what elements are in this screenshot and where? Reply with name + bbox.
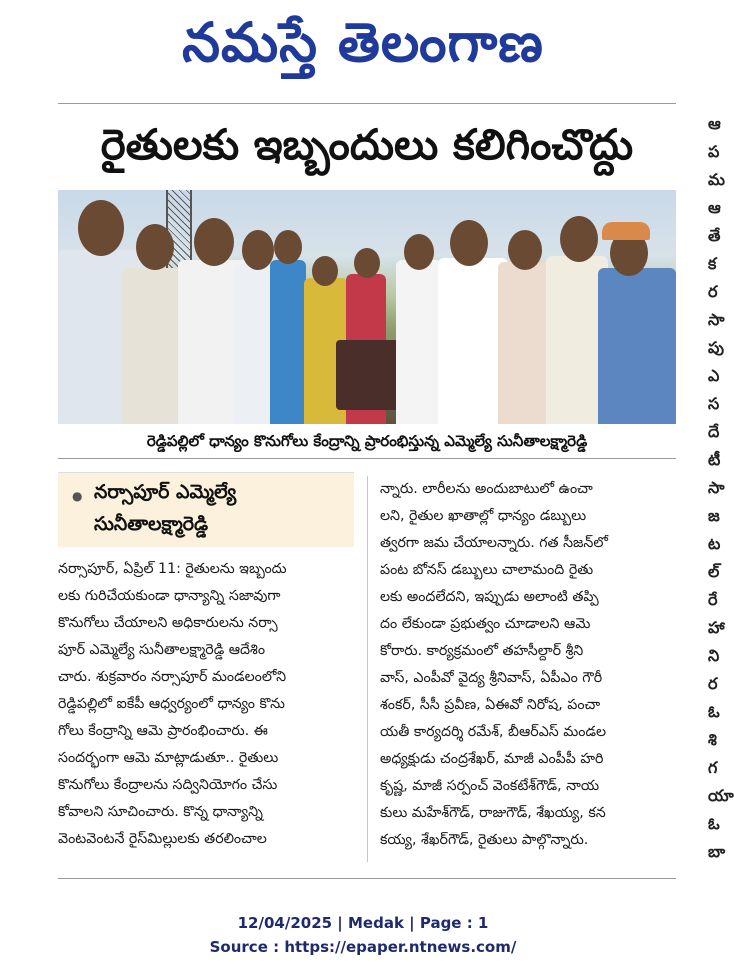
article-line: కృష్ణ, మాజీ సర్పంచ్ వెంకటేశ్‌గౌడ్, నాయ [380, 778, 600, 794]
article-line: రెడ్డిపల్లిలో ఐకేపీ ఆధ్వర్యంలో ధాన్యం కొను [58, 696, 285, 712]
headline: రైతులకు ఇబ్బందులు కలిగించొద్దు [100, 120, 634, 169]
edge-char: హా [708, 618, 725, 637]
photo-person-head [560, 216, 598, 262]
edge-char: ట [708, 534, 721, 553]
article-column-right [380, 476, 676, 854]
edge-char: శి [708, 730, 717, 749]
photo-person [396, 260, 442, 424]
bullet-icon: ● [72, 489, 83, 503]
edge-char: రే [708, 590, 718, 609]
article-line: గోలు కేంద్రాన్ని ఆమె ప్రారంభించారు. ఈ [58, 723, 268, 739]
edge-char: జ [708, 506, 720, 525]
article-line: చారు. శుక్రవారం నర్సాపూర్ మండలంలోని [58, 669, 287, 685]
edge-char: ఓ [708, 814, 720, 833]
photo-person [598, 268, 676, 424]
article-line: వాస్, ఎంపీవో వైద్య శ్రీనివాస్, ఏపీఎం గౌరీ [380, 670, 603, 686]
subheading-box [58, 472, 354, 547]
edge-char: సా [708, 478, 725, 497]
edge-char: ర [708, 674, 718, 693]
article-line: నర్సాపూర్, ఏప్రిల్ 11: రైతులను ఇబ్బందు [58, 561, 287, 577]
masthead-title: నమస్తే తెలంగాణ [182, 11, 544, 74]
article-line: శంకర్, సీసీ ప్రవీణ, ఏఈవో నిరోష, పంచా [380, 697, 601, 713]
edge-char: ని [708, 646, 720, 665]
photo-person-head [274, 230, 302, 264]
article-line: పూర్ ఎమ్మెల్యే సునీతాలక్ష్మారెడ్డి ఆదేశిం [58, 642, 266, 658]
photo-person-head [312, 256, 338, 286]
edge-char: పు [708, 338, 724, 357]
edge-char: ఓ [708, 702, 720, 721]
edge-char: టీ [708, 450, 721, 469]
photo-person [270, 260, 306, 424]
article-line: కయ్య, శేఖర్‌గౌడ్, రైతులు పాల్గొన్నారు. [380, 832, 589, 848]
article-line: కులు మహేశ్‌గౌడ్, రాజుగౌడ్, శేఖయ్య, కన [380, 805, 606, 821]
photo-person-head [354, 248, 380, 278]
article-line: లకు గురిచేయకుండా ధాన్యాన్ని సజావుగా [58, 588, 281, 604]
edge-char: స [708, 394, 720, 413]
article-line: కొనుగోలు చేయాలని అధికారులను నర్సా [58, 615, 278, 631]
edge-char: ర [708, 282, 718, 301]
footer-date-edition: 12/04/2025 | Medak | Page : 1 [237, 914, 489, 932]
article-line: సందర్భంగా ఆమె మాట్లాడుతూ.. రైతులు [58, 750, 279, 766]
photo-person-head [136, 224, 174, 270]
top-divider [58, 103, 676, 104]
photo-person-head [194, 218, 234, 266]
article-line: యతీ కార్యదర్శి రమేశ్, బీఆర్ఎస్ మండల [380, 724, 607, 740]
photo-person-head [78, 200, 124, 256]
edge-char: ఆ [708, 114, 721, 133]
edge-char: దే [708, 422, 720, 441]
edge-char: ల్ [708, 562, 720, 581]
article-line: లని, రైతుల ఖాతాల్లో ధాన్యం డబ్బులు [380, 508, 587, 524]
edge-char: క [708, 254, 717, 273]
news-photo [58, 190, 676, 424]
edge-char: బా [708, 842, 726, 861]
masthead [0, 4, 726, 82]
edge-char: ఎ [708, 366, 720, 385]
edge-char: సా [708, 310, 725, 329]
article-line: పంట బోనస్ డబ్బులు చాలామంది రైతు [380, 562, 594, 578]
photo-person-head [508, 230, 542, 270]
edge-char: గ [708, 758, 718, 777]
article-line: త్వరగా జమ చేయాలన్నారు. గత సీజన్‌లో [380, 535, 608, 551]
edge-char: యా [708, 786, 734, 805]
footer-source: Source : https://epaper.ntnews.com/ [209, 938, 517, 956]
edge-char: మ [708, 170, 725, 189]
subheading-line-2: సునీతాలక్ష్మారెడ్డి [94, 513, 209, 535]
article-column-left [58, 556, 354, 853]
article-line: కొనుగోలు కేంద్రాలను సద్వినియోగం చేసు [58, 777, 278, 793]
adjacent-article-edge [708, 110, 734, 870]
photo-turban [602, 222, 650, 240]
bottom-divider [58, 878, 676, 879]
article-line: అధ్యక్షుడు చంద్రశేఖర్, మాజీ ఎంపీపీ హరి [380, 751, 604, 767]
photo-person-head [450, 220, 488, 266]
article-line: వెంటవెంటనే రైస్‌మిల్లులకు తరలించాల [58, 831, 267, 847]
photo-caption: రెడ్డిపల్లిలో ధాన్యం కొనుగోలు కేంద్రాన్ని ప్రారంభిస్తున్న ఎమ్మెల్యే సునీతాలక్ష్మారెడ్డి [58, 428, 676, 459]
subheading-line-1: నర్సాపూర్ ఎమ్మెల్యే [94, 481, 237, 503]
article-line: లకు అందలేదని, ఇప్పుడు అలాంటి తప్పి [380, 589, 599, 605]
edge-char: తే [708, 226, 721, 245]
edge-char: ఆ [708, 198, 721, 217]
column-divider [367, 476, 368, 862]
photo-person-head [404, 234, 434, 270]
article-line: దం లేకుండా ప్రభుత్వం చూడాలని ఆమె [380, 616, 591, 632]
article-line: కోరారు. కార్యక్రమంలో తహసీల్దార్ శ్రీని [380, 643, 584, 659]
article-line: కోవాలని సూచించారు. కొన్న ధాన్యాన్ని [58, 804, 263, 820]
article-line: న్నారు. లారీలను అందుబాటులో ఉంచా [380, 481, 593, 497]
edge-char: ప [708, 142, 720, 161]
